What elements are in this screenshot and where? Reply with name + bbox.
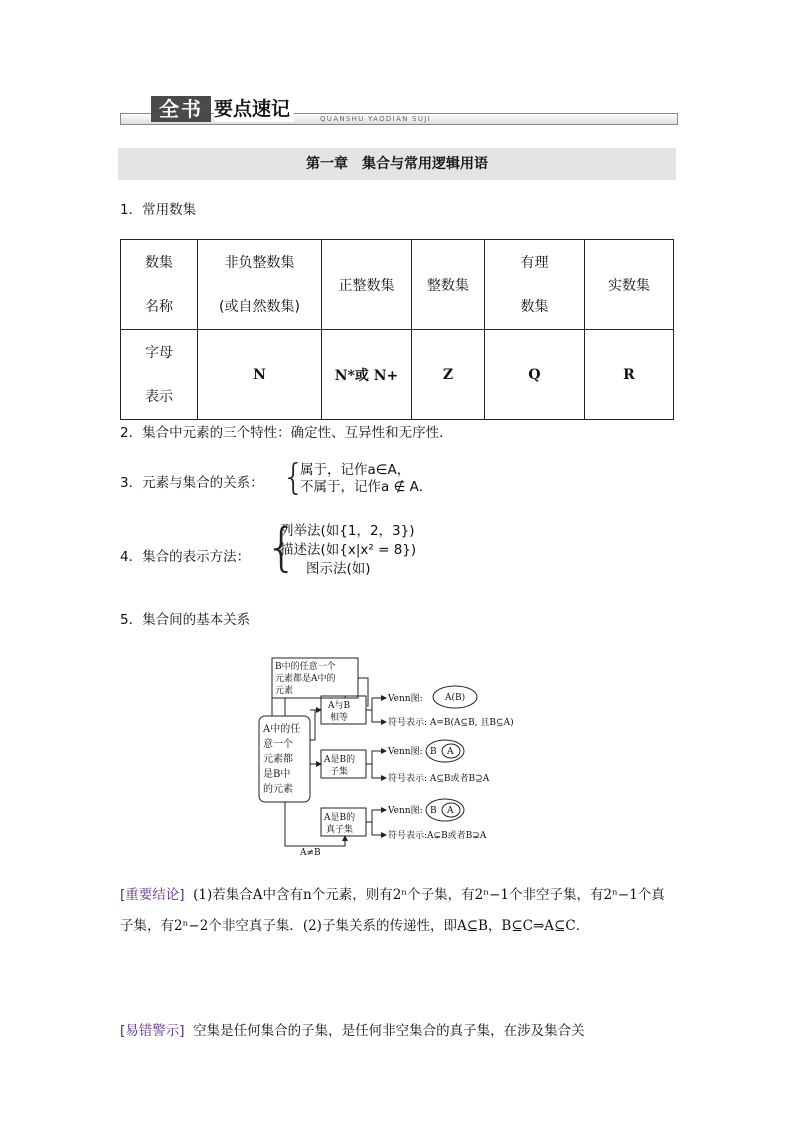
section5-heading: 5．集合间的基本关系 bbox=[120, 612, 251, 628]
proper-subset-box-line: A是B的 bbox=[324, 813, 356, 823]
warning-tag: [易错警示] bbox=[120, 1023, 185, 1039]
left-box-line: 意一个 bbox=[263, 739, 293, 750]
section1-heading: 1．常用数集 bbox=[120, 202, 197, 218]
brace-icon: { bbox=[265, 518, 299, 578]
top-box-line: B中的任意一个 bbox=[275, 662, 336, 672]
section3-heading: 3．元素与集合的关系： bbox=[120, 475, 264, 491]
left-box-line: 的元素 bbox=[263, 784, 293, 795]
subset-box-line: A是B的 bbox=[324, 755, 356, 765]
table-cell: Z bbox=[412, 330, 485, 420]
table-cell: N*或 N+ bbox=[322, 330, 412, 420]
top-box-line: 元素 bbox=[275, 686, 294, 696]
warning-text: 空集是任何集合的子集，是任何非空集合的真子集，在涉及集合关 bbox=[193, 1023, 585, 1039]
table-cell: Q bbox=[485, 330, 585, 420]
conclusion-tag: [重要结论] bbox=[120, 887, 185, 903]
equal-box-line: A与B bbox=[328, 701, 351, 711]
venn3-b: B bbox=[430, 806, 437, 816]
proper-subset-box-line: 真子集 bbox=[326, 825, 354, 835]
table-cell: 实数集 bbox=[585, 240, 674, 330]
section2-text: 2．集合中元素的三个特性：确定性、互异性和无序性． bbox=[120, 425, 453, 441]
representation-lines: 列举法(如{1，2，3}) 描述法(如{x|x² = 8}) 图示法(如) bbox=[280, 523, 417, 577]
venn1-text: A(B) bbox=[445, 693, 466, 703]
left-box-line: 是B中 bbox=[263, 769, 291, 780]
header-badge: 全书 bbox=[151, 96, 211, 122]
header-title: 要点速记 bbox=[214, 96, 294, 122]
venn3-a: A bbox=[447, 806, 454, 816]
number-sets-table bbox=[120, 239, 674, 420]
relation-lines: 属于，记作a∈A， 不属于，记作a ∉ A． bbox=[300, 462, 433, 495]
table-cell: 非负整数集 (或自然数集) bbox=[198, 240, 322, 330]
left-box-line: A中的任 bbox=[263, 724, 301, 735]
venn2-a: A bbox=[447, 747, 454, 757]
conclusion-text: (1)若集合A中含有n个元素，则有2ⁿ个子集，有2ⁿ−1个非空子集，有2ⁿ−1个真子集，有2ⁿ−2个非空真子集．(2)子集关系的传递性，即A⊆B，B⊆C⇒A⊆C． bbox=[120, 887, 665, 934]
table-cell: N bbox=[198, 330, 322, 420]
venn-label: Venn图: bbox=[388, 747, 423, 757]
bottom-label: A≠B bbox=[300, 848, 321, 858]
table-cell: 有理 数集 bbox=[485, 240, 585, 330]
table-cell: 正整数集 bbox=[322, 240, 412, 330]
set-relations-diagram bbox=[250, 650, 550, 862]
table-cell: R bbox=[585, 330, 674, 420]
venn-label: Venn图: bbox=[388, 806, 423, 816]
header-subtitle: QUANSHU YAODIAN SUJI bbox=[320, 115, 432, 123]
table-row-header: 字母 表示 bbox=[121, 330, 198, 420]
conclusion-paragraph bbox=[120, 880, 676, 942]
table-cell: 整数集 bbox=[412, 240, 485, 330]
venn-label: Venn图: bbox=[388, 694, 423, 704]
table-row-header: 数集 名称 bbox=[121, 240, 198, 330]
venn2-b: B bbox=[430, 747, 437, 757]
left-box-line: 元素都 bbox=[263, 754, 293, 765]
subset-box-line: 子集 bbox=[330, 767, 349, 777]
symbol-line: 符号表示: A=B(A⊆B, 且B⊆A) bbox=[388, 718, 514, 728]
top-box-line: 元素都是A中的 bbox=[275, 674, 336, 684]
warning-paragraph bbox=[120, 1016, 676, 1047]
symbol-line: 符号表示:A⊊B或者B⊋A bbox=[388, 831, 487, 841]
brace-icon: { bbox=[282, 457, 305, 498]
section4-heading: 4．集合的表示方法： bbox=[120, 549, 251, 565]
symbol-line: 符号表示: A⊆B或者B⊇A bbox=[388, 774, 490, 784]
equal-box-line: 相等 bbox=[330, 713, 349, 723]
chapter-title: 第一章 集合与常用逻辑用语 bbox=[118, 148, 676, 180]
